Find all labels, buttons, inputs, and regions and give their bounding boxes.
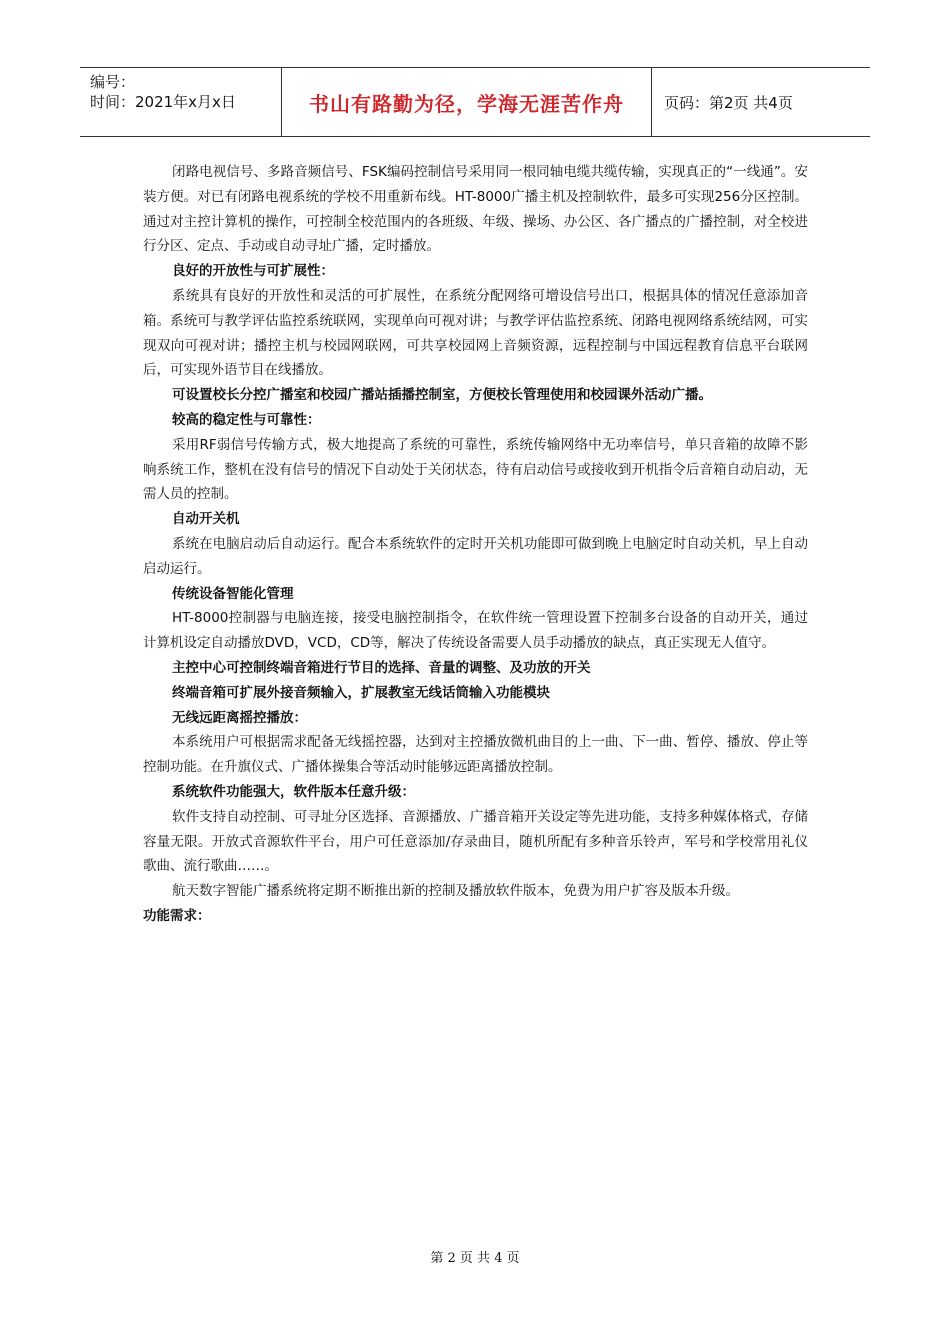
section-heading: 传统设备智能化管理 — [172, 585, 294, 602]
header-page-info: 页码：第2页 共4页 — [664, 93, 793, 112]
document-number-label: 编号： — [90, 73, 136, 91]
body-paragraph: 航天数字智能广播系统将定期不断推出新的控制及播放软件版本，免费为用户扩容及版本升级。 — [172, 883, 739, 900]
section-heading: 较高的稳定性与可靠性： — [172, 411, 321, 428]
header-page-cell — [652, 68, 870, 136]
section-heading: 无线远距离摇控播放： — [172, 709, 307, 726]
motto-text: 书山有路勤为径，学海无涯苦作舟 — [309, 91, 624, 116]
body-paragraph: 闭路电视信号、多路音频信号、FSK编码控制信号采用同一根同轴电缆共缆传输，实现真正的“一线通”。安装方便。对已有闭路电视系统的学校不用重新布线。HT-8000广播主机及控制软件，最多可实现256分区控制。通过对主控计算机的操作，可控制全校范围内的各班级、年级、操场、办公区、各广播点的广播控制，对全校进行分区、定点、手动或自动寻址广播，定时播放。 — [143, 164, 808, 255]
body-paragraph: 系统具有良好的开放性和灵活的可扩展性，在系统分配网络可增设信号出口，根据具体的情况任意添加音箱。系统可与教学评估监控系统联网，实现单向可视对讲；与教学评估监控系统、闭路电视网络系统结网，可实现双向可视对讲；播控主机与校园网联网，可共享校园网上音频资源，远程控制与中国远程教育信息平台联网后，可实现外语节目在线播放。 — [143, 287, 808, 379]
body-paragraph: 软件支持自动控制、可寻址分区选择、音源播放、广播音箱开关设定等先进功能，支持多种媒体格式，存储容量无限。开放式音源软件平台，用户可任意添加/存录曲目，随机所配有多种音乐铃声，军号和学校常用礼仪歌曲、流行歌曲……。 — [143, 808, 808, 875]
page-footer: 第 2 页 共 4 页 — [430, 1251, 520, 1266]
body-paragraph: 系统在电脑启动后自动运行。配合本系统软件的定时开关机功能即可做到晚上电脑定时自动关机，早上自动启动运行。 — [143, 535, 808, 577]
document-body — [143, 160, 808, 929]
document-header — [80, 67, 870, 137]
body-paragraph: 本系统用户可根据需求配备无线摇控器，达到对主控播放微机曲目的上一曲、下一曲、暂停、播放、停止等控制功能。在升旗仪式、广播体操集合等活动时能够远距离播放控制。 — [143, 734, 808, 776]
body-paragraph: 采用RF弱信号传输方式，极大地提高了系统的可靠性，系统传输网络中无功率信号，单只音箱的故障不影响系统工作，整机在没有信号的情况下自动处于关闭状态，待有启动信号或接收到开机指令后音箱自动启动，无需人员的控制。 — [143, 436, 808, 503]
section-heading: 功能需求： — [143, 907, 211, 924]
body-paragraph: HT-8000控制器与电脑连接，接受电脑控制指令，在软件统一管理设置下控制多台设备的自动开关，通过计算机设定自动播放DVD，VCD，CD等，解决了传统设备需要人员手动播放的缺点，真正实现无人值守。 — [143, 610, 808, 652]
header-motto-cell — [282, 68, 652, 136]
section-heading: 自动开关机 — [172, 511, 240, 528]
section-heading: 系统软件功能强大，软件版本任意升级： — [172, 783, 415, 800]
section-heading: 主控中心可控制终端音箱进行节目的选择、音量的调整、及功放的开关 — [172, 659, 591, 676]
section-heading: 良好的开放性与可扩展性： — [172, 263, 334, 280]
section-heading: 终端音箱可扩展外接音频输入，扩展教室无线话筒输入功能模块 — [172, 684, 550, 701]
header-meta-cell — [80, 68, 282, 136]
section-heading: 可设置校长分控广播室和校园广播站插播控制室，方便校长管理使用和校园课外活动广播。 — [172, 387, 712, 404]
document-time-label: 时间：2021年x月x日 — [90, 93, 236, 111]
